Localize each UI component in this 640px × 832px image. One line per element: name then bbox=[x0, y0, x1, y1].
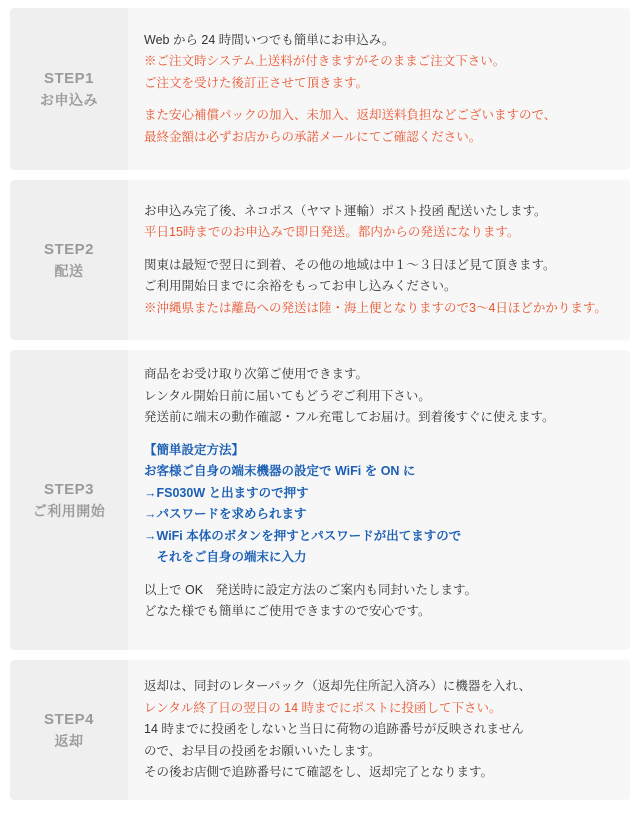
step-label-1 bbox=[10, 8, 128, 170]
step-label-2 bbox=[10, 180, 128, 340]
step1-line-3: ご注文を受けた後訂正させて頂きます。 bbox=[144, 75, 369, 90]
step-label-4-line1: STEP4 bbox=[43, 710, 95, 728]
step3-line-4: 【簡単設定方法】 bbox=[144, 442, 245, 457]
step3-spacer-2 bbox=[144, 569, 616, 580]
step3-line-5: お客様ご自身の端末機器の設定で WiFi を ON に bbox=[144, 464, 416, 478]
step2-line-3: 関東は最短で翌日に到着、その他の地域は中１～３日ほど見て頂きます。 bbox=[144, 257, 556, 272]
step2-line-2: 平日15時までのお申込みで即日発送。都内からの発送になります。 bbox=[144, 225, 520, 240]
step-block-1 bbox=[10, 8, 630, 170]
step-body-3 bbox=[128, 350, 630, 650]
step3-line-7: →パスワードを求められます bbox=[144, 507, 307, 521]
step2-line-4: ご利用開始日までに余裕をもってお申し込みください。 bbox=[144, 279, 457, 294]
step1-line-4: また安心補償パックの加入、未加入、返却送料負担などございますので、 bbox=[144, 108, 557, 123]
step3-spacer-1 bbox=[144, 429, 616, 440]
step-block-2 bbox=[10, 180, 630, 340]
step-label-2-line1: STEP2 bbox=[43, 240, 95, 258]
step-body-1 bbox=[128, 8, 630, 170]
step3-line-9: それをご自身の端末に入力 bbox=[144, 550, 307, 564]
step3-line-6: →FS030W と出ますので押す bbox=[144, 485, 309, 500]
step4-line-2: レンタル終了日の翌日の 14 時までにポストに投函して下さい。 bbox=[144, 700, 502, 715]
step-body-2 bbox=[128, 180, 630, 340]
step-label-1-line1: STEP1 bbox=[43, 69, 95, 87]
step4-line-3: 14 時までに投函をしないと当日に荷物の追跡番号が反映されません bbox=[144, 722, 524, 737]
step4-line-1: 返却は、同封のレターパック（返却先住所記入済み）に機器を入れ、 bbox=[144, 679, 532, 694]
step1-line-1: Web から 24 時間いつでも簡単にお申込み。 bbox=[144, 32, 395, 47]
step3-line-10: 以上で OK 発送時に設定方法のご案内も同封いたします。 bbox=[144, 582, 478, 597]
step3-line-8: →WiFi 本体のボタンを押すとパスワードが出てますので bbox=[144, 528, 462, 543]
step-block-3 bbox=[10, 350, 630, 650]
step-label-2-line2: 配送 bbox=[54, 262, 84, 279]
step3-line-3: 発送前に端末の動作確認・フル充電してお届け。到着後すぐに使えます。 bbox=[144, 410, 555, 424]
step4-line-4: ので、お早目の投函をお願いいたします。 bbox=[144, 743, 381, 758]
step2-line-1: お申込み完了後、ネコポス（ヤマト運輸）ポスト投函 配送いたします。 bbox=[144, 203, 547, 218]
step3-line-11: どなた様でも簡単にご使用できますので安心です。 bbox=[144, 604, 431, 618]
step-label-1-line2: お申込み bbox=[40, 91, 98, 108]
step2-spacer bbox=[144, 244, 616, 255]
step4-line-5: その後お店側で追跡番号にて確認をし、返却完了となります。 bbox=[144, 765, 494, 780]
step-label-4-line2: 返却 bbox=[54, 732, 84, 749]
step-label-3-line1: STEP3 bbox=[43, 480, 95, 498]
step1-spacer bbox=[144, 94, 616, 105]
step3-line-1: 商品をお受け取り次第ご使用できます。 bbox=[144, 367, 369, 381]
step-block-4 bbox=[10, 660, 630, 800]
step3-line-2: レンタル開始日前に届いてもどうぞご利用下さい。 bbox=[144, 388, 431, 403]
step2-line-5: ※沖縄県または離島への発送は陸・海上便となりますので3～4日ほどかかります。 bbox=[144, 300, 607, 315]
step-label-3 bbox=[10, 350, 128, 650]
step-body-4 bbox=[128, 660, 630, 800]
step1-line-2: ※ご注文時システム上送料が付きますがそのままご注文下さい。 bbox=[144, 54, 506, 69]
step-label-3-line2: ご利用開始 bbox=[32, 502, 106, 519]
step1-line-5: 最終金額は必ずお店からの承諾メールにてご確認ください。 bbox=[144, 129, 482, 144]
step-label-4 bbox=[10, 660, 128, 800]
